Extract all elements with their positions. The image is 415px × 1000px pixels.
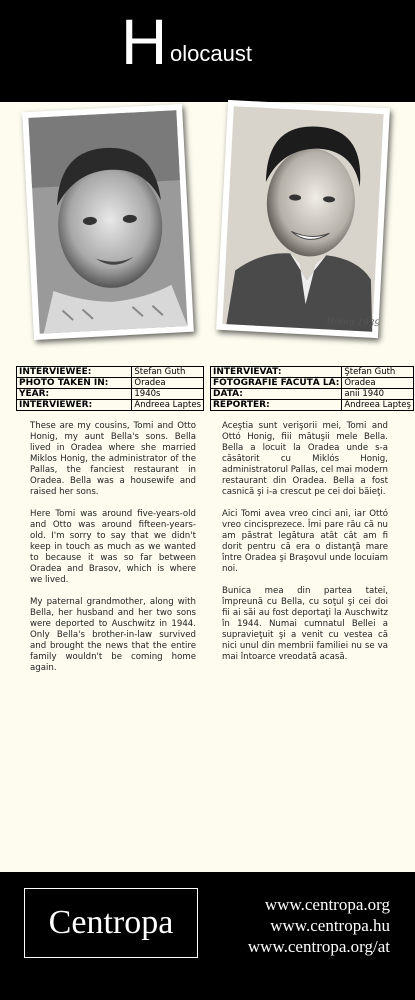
info-value: 1940s [132, 389, 204, 400]
info-table-english [16, 366, 204, 411]
footer-links [230, 894, 390, 957]
paragraph: Here Tomi was around five-years-old and Otto was around fifteen-years-old. I'm sorry to say that we didn't keep in touch as much as we wanted to because it was so far between Oradea and Brasov, which is where we lived. [30, 509, 196, 585]
info-key: PHOTO TAKEN IN: [17, 378, 132, 389]
paragraph: These are my cousins, Tomi and Otto Honig, my aunt Bella's sons. Bella lived in Oradea where she married Miklos Honig, the administrator of the Pallas, the fanciest restaurant in Oradea. Bella was a housewife and raised her sons. [30, 421, 196, 497]
info-row [17, 389, 204, 400]
info-value: Andreea Lapteş [342, 400, 414, 411]
info-value: Ştefan Guth [342, 367, 414, 378]
paragraph: My paternal grandmother, along with Bella, her husband and her two sons were deported to Auschwitz in 1944. Only Bella's brother-in-law survived and brought the news that the entire family wouldn't be coming home again. [30, 597, 196, 673]
title-initial: H [121, 6, 168, 78]
info-row [211, 367, 414, 378]
info-row [211, 400, 414, 411]
info-value: anii 1940 [342, 389, 414, 400]
paragraph: Aceştia sunt verişorii mei, Tomi and Ottó Honig, fiii mătuşii mele Bella. Bella a locuit la Oradea unde s-a căsătorit cu Miklós Honig, administratorul Pallas, cel mai modern restaurant din Oradea. Bella a fost casnică şi i-a crescut pe cei doi băieţi. [222, 421, 388, 497]
info-value: Oradea [132, 378, 204, 389]
link-centropa-hu[interactable]: www.centropa.hu [270, 916, 390, 935]
info-value: Stefan Guth [132, 367, 204, 378]
title-text: olocaust [170, 41, 252, 66]
info-row [211, 378, 414, 389]
paragraph: Bunica mea din partea tatei, împreună cu Bella, cu soţul şi cei doi fii ai săi au fost deportaţi la Auschwitz în 1944. Numai cumnatul Bellei a supravieţuit şi a venit cu vestea că nici unul din membrii familiei nu se va mai întoarce vreodată acasă. [222, 586, 388, 662]
info-row [211, 389, 414, 400]
centropa-logo [24, 888, 198, 958]
info-key: INTERVIEWEE: [17, 367, 132, 378]
info-key: INTERVIEWER: [17, 400, 132, 411]
info-value: Andreea Laptes [132, 400, 204, 411]
link-centropa-at[interactable]: www.centropa.org/at [247, 937, 390, 956]
story-english [30, 421, 196, 685]
link-centropa-org[interactable]: www.centropa.org [264, 895, 390, 914]
info-row [17, 400, 204, 411]
info-table-romanian [210, 366, 414, 411]
info-row [17, 367, 204, 378]
info-key: REPORTER: [211, 400, 342, 411]
info-value: Oradea [342, 378, 414, 389]
info-key: YEAR: [17, 389, 132, 400]
info-key: FOTOGRAFIE FĂCUTĂ LA: [211, 378, 342, 389]
info-key: DATA: [211, 389, 342, 400]
info-row [17, 378, 204, 389]
logo-text: Centropa [48, 904, 174, 941]
header-bar [0, 0, 415, 102]
info-key: INTERVIEVAT: [211, 367, 342, 378]
photo-otto [216, 100, 390, 338]
paragraph: Aici Tomi avea vreo cinci ani, iar Ottó vreo cincisprezece. Îmi pare rău că nu am păstrat legătura atât cât am fi dorit pentru că era o distanţă mare între Oradea şi Braşovul unde locuiam noi. [222, 509, 388, 574]
photo-tomi [22, 104, 194, 340]
story-romanian [222, 421, 388, 674]
photo-signature: Hőnig 1939 [326, 316, 381, 330]
